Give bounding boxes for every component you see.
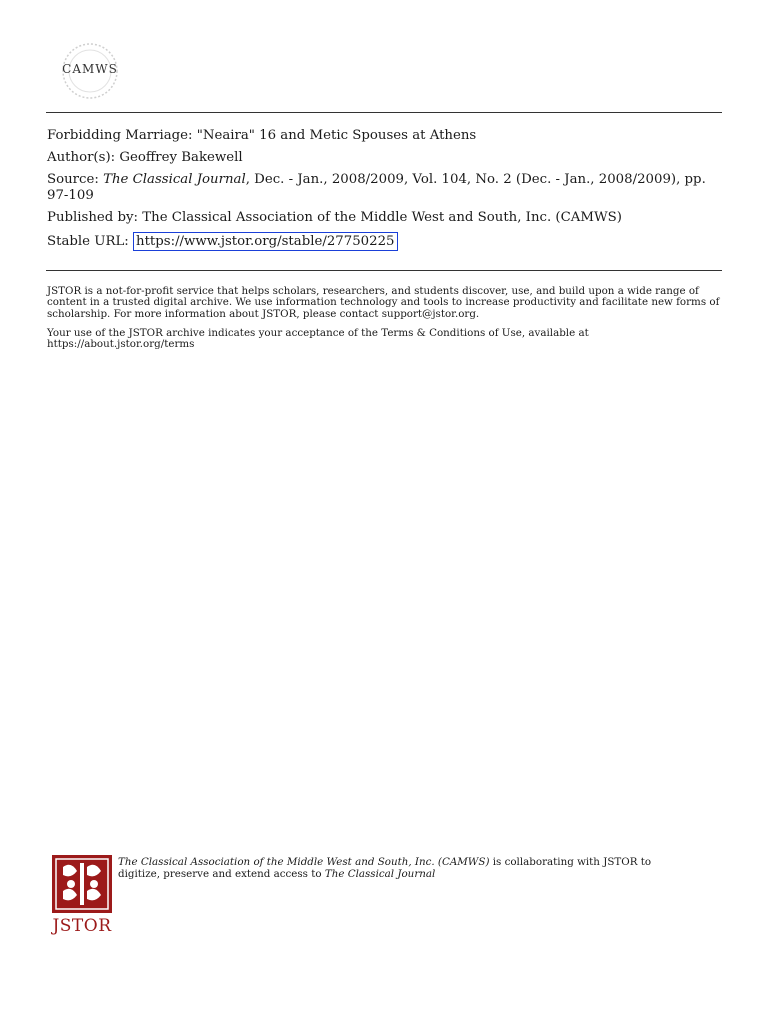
stable-url-link[interactable]: https://www.jstor.org/stable/27750225: [133, 232, 397, 251]
middle-divider: [46, 270, 722, 271]
camws-logo: [48, 40, 132, 102]
journal-name: The Classical Journal: [103, 172, 246, 187]
camws-logo-text: CAMWS: [62, 62, 118, 76]
article-title: Forbidding Marriage: "Neaira" 16 and Metic Spouses at Athens: [47, 128, 477, 143]
article-source: [47, 172, 723, 204]
published-label: Published by:: [47, 210, 139, 225]
jstor-notice: [47, 286, 723, 358]
stable-url-label: Stable URL:: [47, 234, 129, 249]
authors-label: Author(s):: [47, 150, 116, 165]
top-divider: [46, 112, 722, 113]
notice-paragraph-2: Your use of the JSTOR archive indicates your acceptance of the Terms & Conditions of Use, available at https://about.jstor.org/terms: [47, 326, 589, 351]
authors-value: Geoffrey Bakewell: [119, 150, 243, 165]
notice-paragraph-1: JSTOR is a not-for-profit service that helps scholars, researchers, and students discover, use, and build upon a wide range of content in a trusted digital archive. We use information technology and tools to increase productivity and facilitate new forms of scholarship. For more information about JSTOR, please contact support@jstor.org.: [47, 285, 720, 320]
collab-org: The Classical Association of the Middle West and South, Inc. (CAMWS): [118, 856, 490, 868]
article-metadata: [47, 128, 723, 257]
article-publisher: [47, 210, 723, 226]
jstor-wordmark: JSTOR: [52, 916, 112, 936]
collab-journal: The Classical Journal: [324, 868, 436, 880]
source-details: , Dec. - Jan., 2008/2009, Vol. 104, No. 2 (Dec. - Jan., 2008/2009), pp. 97-109: [47, 172, 706, 203]
jstor-emblem-icon: [49, 855, 115, 915]
publisher-value: The Classical Association of the Middle West and South, Inc. (CAMWS): [142, 210, 622, 225]
collaboration-statement: [118, 856, 678, 880]
article-authors: [47, 150, 723, 166]
source-label: Source:: [47, 172, 99, 187]
stable-url-row: [47, 232, 723, 251]
collab-middle: is collaborating with JSTOR to digitize, preserve and extend access to: [118, 856, 652, 880]
